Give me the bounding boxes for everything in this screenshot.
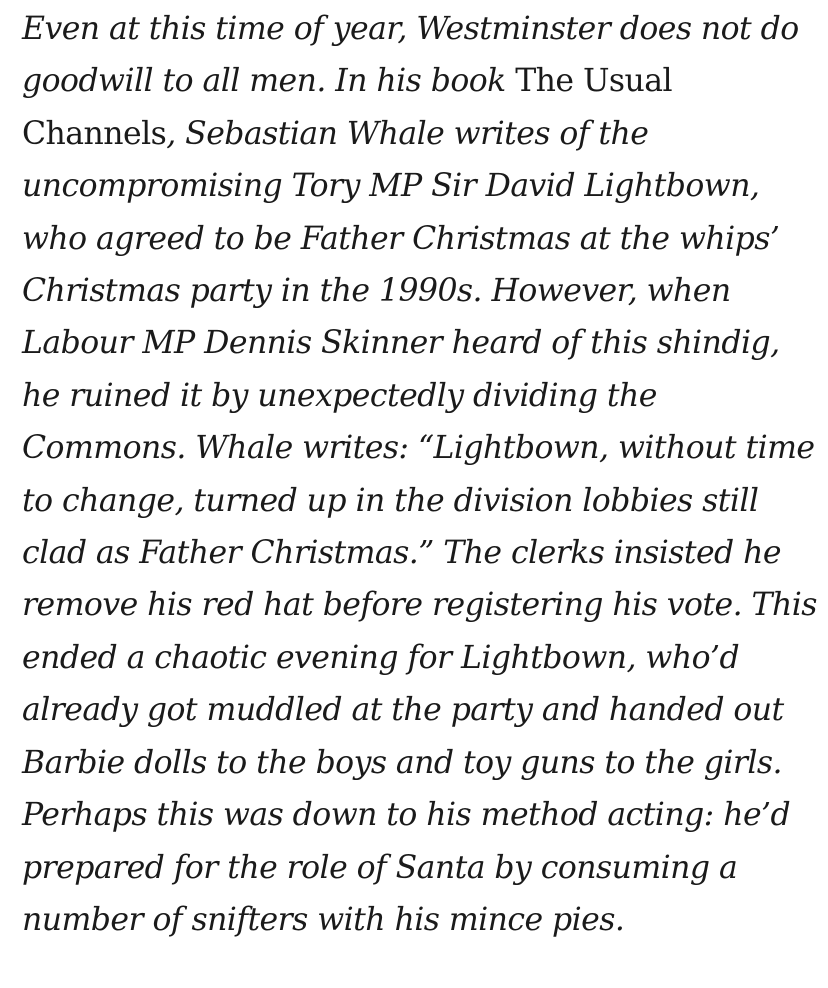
- article-paragraph: [22, 3, 818, 946]
- paragraph-text-body: , Sebastian Whale writes of the uncompromising Tory MP Sir David Lightbown, who agreed to be Father Christmas at the whips’ Christmas party in the 1990s. However, when Labour MP Dennis Skinner heard of this shindig, he ruined it by unexpectedly dividing the Commons. Whale writes: “Lightbown, without time to change, turned up in the division lobbies still clad as Father Christmas.” The clerks insisted he remove his red hat before registering his vote. This ended a chaotic evening for Lightbown, who’d already got muddled at the party and handed out Barbie dolls to the boys and toy guns to the girls. Perhaps this was down to his method acting: he’d prepared for the role of Santa by consuming a number of snifters with his mince pies.: [22, 115, 817, 938]
- book-title: The Usual Channels: [22, 63, 673, 152]
- paragraph-text-intro: Even at this time of year, Westminster does not do goodwill to all men. In his book: [22, 11, 799, 100]
